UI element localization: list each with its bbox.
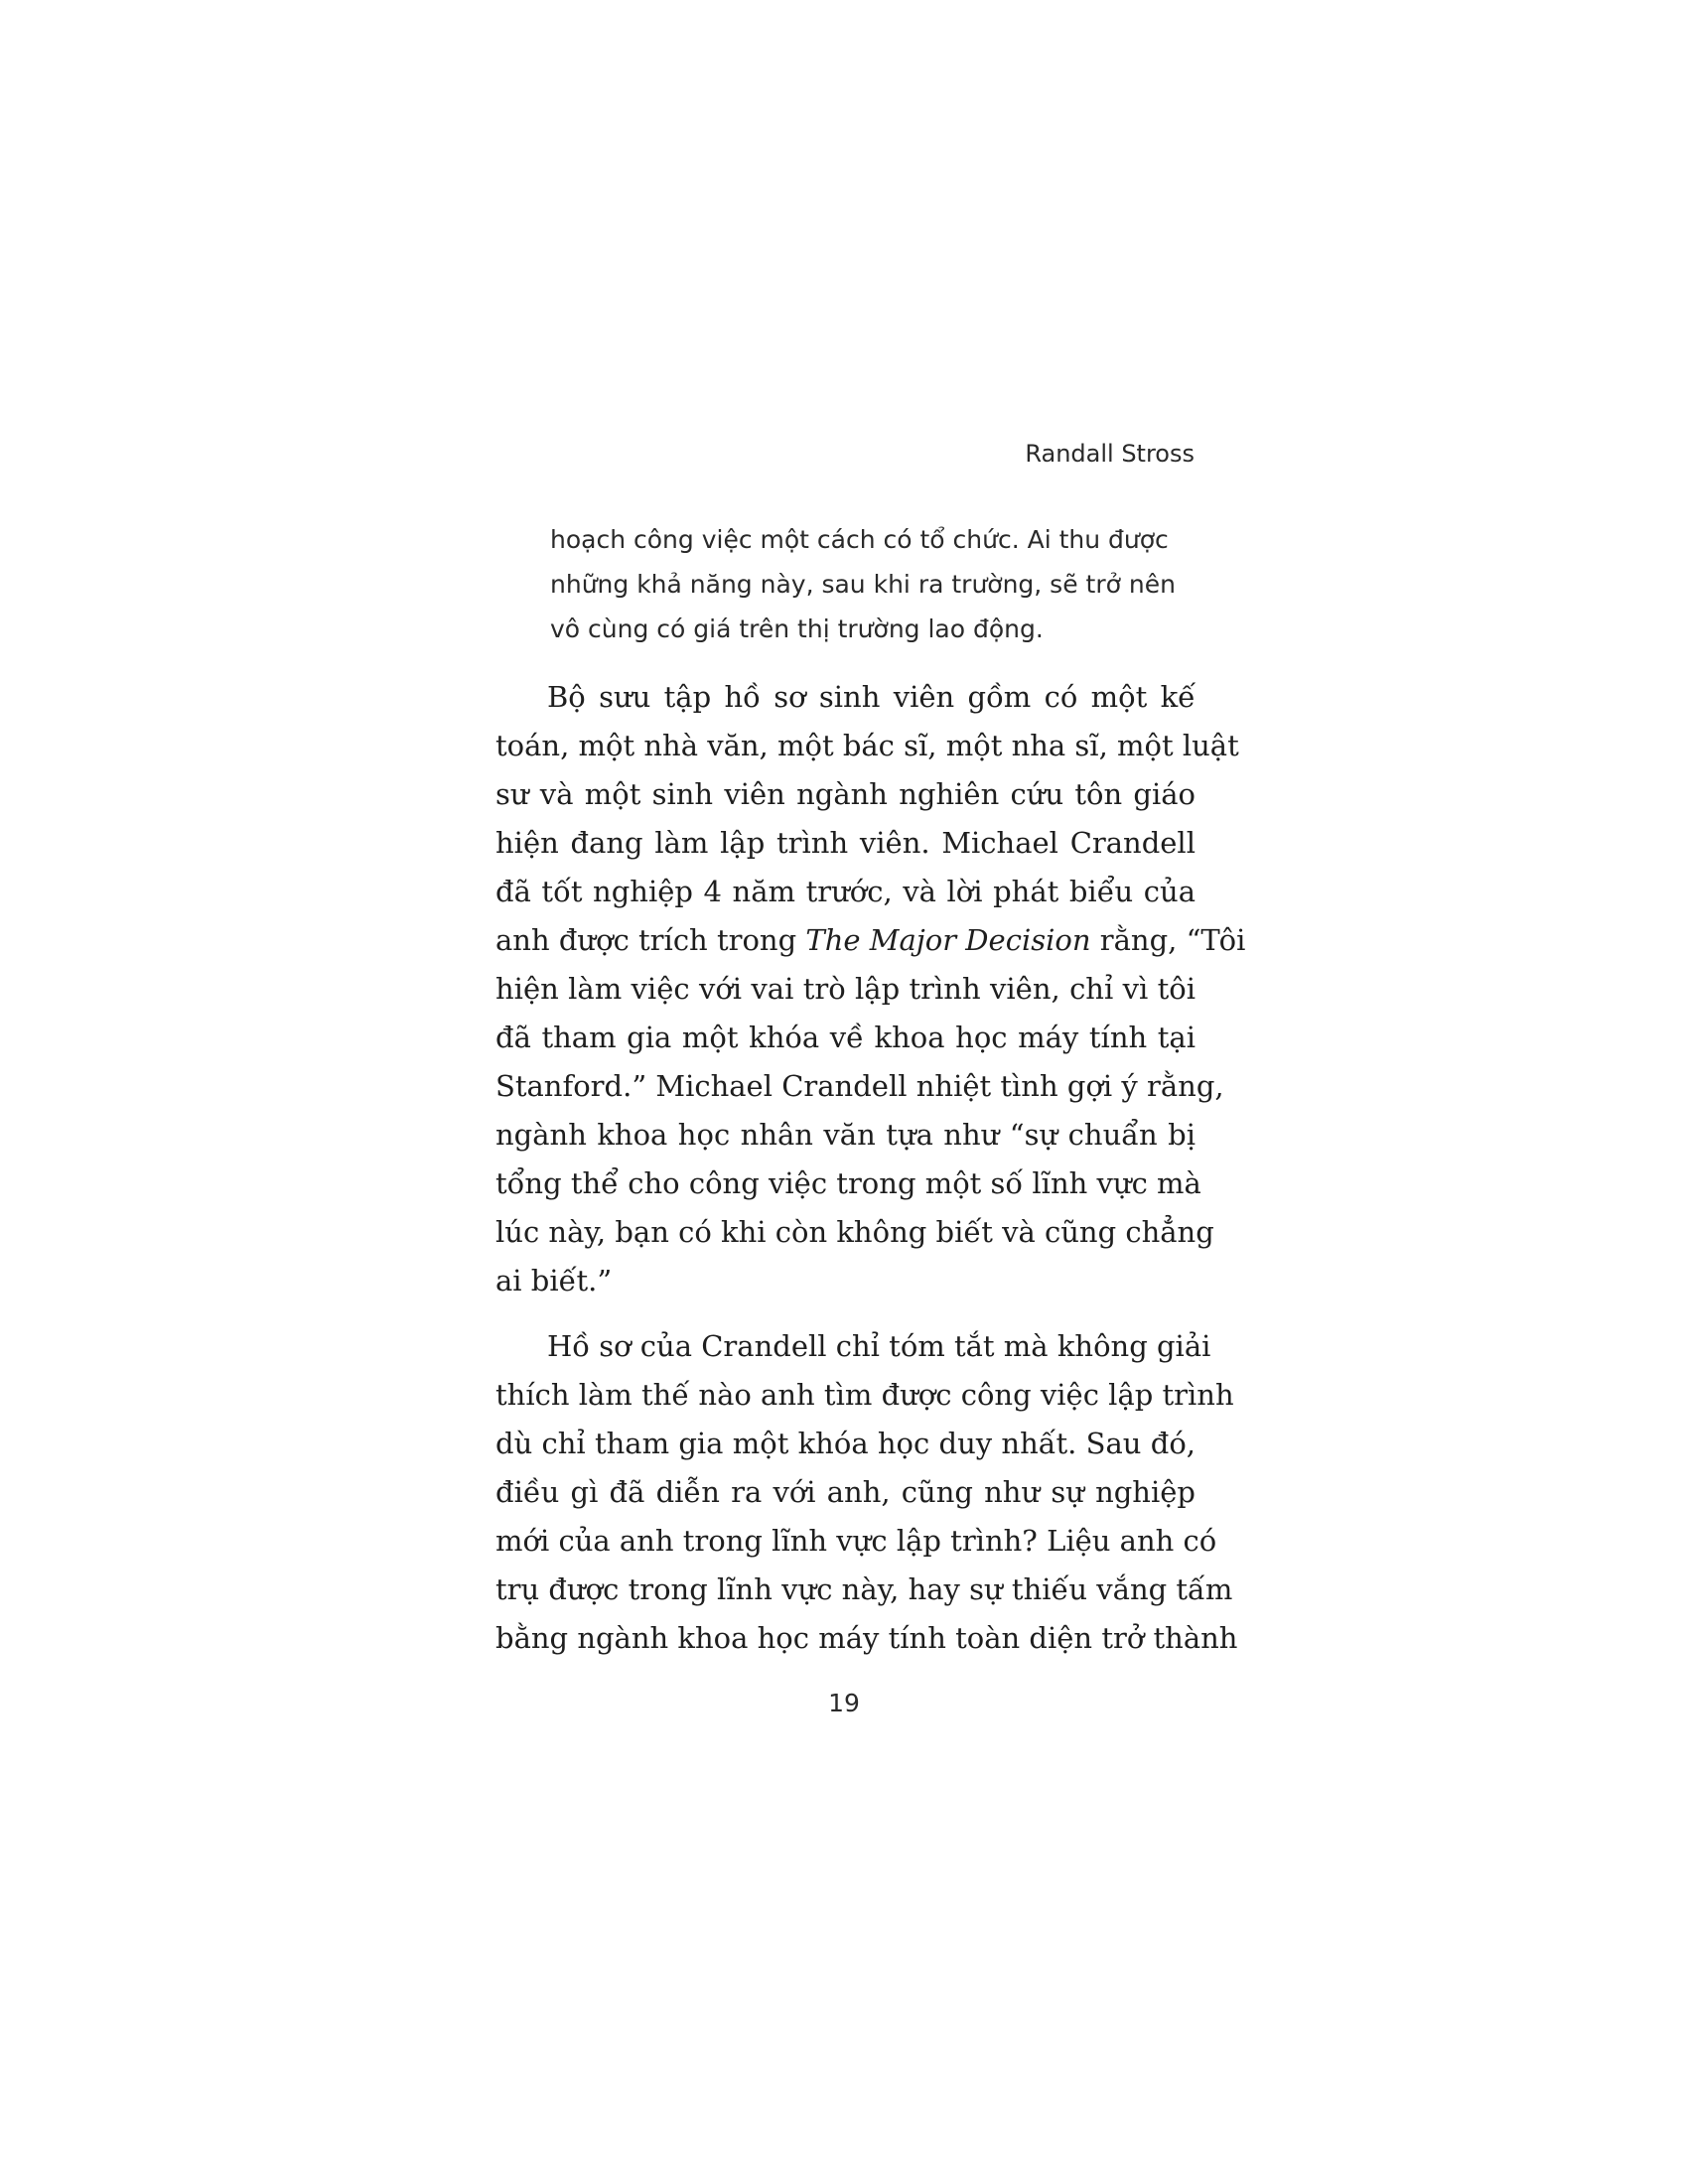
body-paragraph-2: [495, 1322, 1238, 1663]
body-line: trụ được trong lĩnh vực này, hay sự thiếu vắng tấm: [495, 1572, 1233, 1606]
body-line: lúc này, bạn có khi còn không biết và cũng chẳng: [495, 1215, 1214, 1249]
body-line: mới của anh trong lĩnh vực lập trình? Liệu anh có: [495, 1524, 1217, 1558]
book-title: The Major Decision: [805, 923, 1091, 957]
body-line: toán, một nhà văn, một bác sĩ, một nha sĩ, một luật: [495, 729, 1239, 762]
quote-line: hoạch công việc một cách có tổ chức. Ai thu được: [550, 525, 1169, 554]
body-line: tổng thể cho công việc trong một số lĩnh vực mà: [495, 1166, 1201, 1200]
body-line: thích làm thế nào anh tìm được công việc lập trình: [495, 1378, 1234, 1412]
body-line: hiện làm việc với vai trò lập trình viên, chỉ vì tôi: [495, 972, 1196, 1006]
body-line: dù chỉ tham gia một khóa học duy nhất. Sau đó,: [495, 1427, 1196, 1460]
body-line: ai biết.”: [495, 1264, 613, 1297]
running-head-author: Randall Stross: [1025, 440, 1195, 468]
body-paragraph-1: [495, 673, 1246, 1305]
body-line: hiện đang làm lập trình viên. Michael Crandell: [495, 826, 1196, 860]
body-text-segment: rằng, “Tôi: [1090, 923, 1246, 957]
quote-block: [550, 517, 1196, 651]
body-text-segment: anh được trích trong: [495, 923, 806, 957]
body-line: sư và một sinh viên ngành nghiên cứu tôn giáo: [495, 777, 1196, 811]
body-line: đã tham gia một khóa về khoa học máy tính tại: [495, 1021, 1196, 1054]
page-number: 19: [828, 1689, 860, 1717]
quote-line: những khả năng này, sau khi ra trường, sẽ trở nên: [550, 570, 1176, 599]
body-line: bằng ngành khoa học máy tính toàn diện trở thành: [495, 1621, 1238, 1655]
body-line: Stanford.” Michael Crandell nhiệt tình gợi ý rằng,: [495, 1069, 1224, 1103]
body-line: đã tốt nghiệp 4 năm trước, và lời phát biểu của: [495, 875, 1196, 908]
body-line-with-title: [495, 916, 1246, 965]
body-line: ngành khoa học nhân văn tựa như “sự chuẩn bị: [495, 1118, 1196, 1152]
body-line: điều gì đã diễn ra với anh, cũng như sự nghiệp: [495, 1475, 1196, 1509]
body-line: Bộ sưu tập hồ sơ sinh viên gồm có một kế: [547, 680, 1196, 714]
body-line: Hồ sơ của Crandell chỉ tóm tắt mà không giải: [547, 1329, 1211, 1363]
quote-line: vô cùng có giá trên thị trường lao động.: [550, 614, 1044, 643]
